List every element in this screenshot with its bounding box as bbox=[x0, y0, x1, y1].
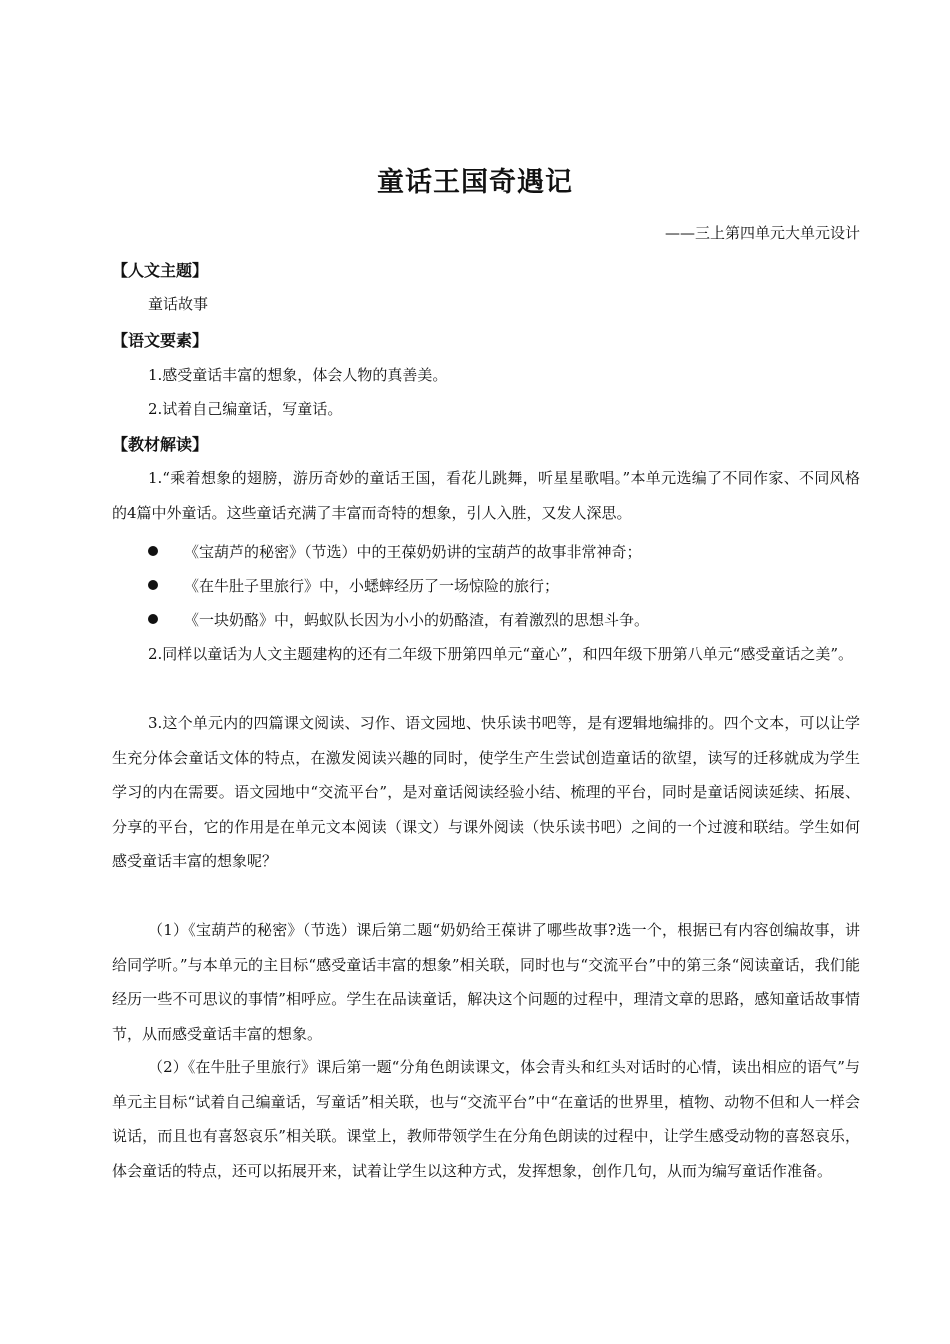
bullet-icon bbox=[148, 546, 158, 556]
document-title: 童话王国奇遇记 bbox=[377, 167, 573, 198]
bullet-icon bbox=[148, 614, 158, 624]
analysis-paragraph-2: 2.同样以童话为人文主题建构的还有二年级下册第四单元“童心”，和四年级下册第八单元“感受童话之美”。 bbox=[148, 645, 853, 663]
bullet-text: 《一块奶酪》中，蚂蚁队长因为小小的奶酪渣，有着激烈的思想斗争。 bbox=[184, 611, 650, 629]
heading-analysis: 【教材解读】 bbox=[112, 435, 209, 454]
analysis-paragraph-4: （1）《宝葫芦的秘密》（节选）课后第二题“奶奶给王葆讲了哪些故事?选一个，根据已有内容创编故事，讲给同学听。”与本单元的主目标“感受童话丰富的想象”相关联，同时也与“交流平台”中的第三条“阅读童话，我们能经历一些不可思议的事情”相呼应。学生在品读童话，解决这个问题的过程中，理清文章的思路，感知童话故事情节，从而感受童话丰富的想象。 bbox=[112, 921, 860, 1043]
bullet-item bbox=[148, 575, 559, 596]
analysis-paragraph-3: 3.这个单元内的四篇课文阅读、习作、语文园地、快乐读书吧等，是有逻辑地编排的。四个文本，可以让学生充分体会童话文体的特点，在激发阅读兴趣的同时，使学生产生尝试创造童话的欲望，读写的迁移就成为学生学习的内在需要。语文园地中“交流平台”，是对童话阅读经验小结、梳理的平台，同时是童话阅读延续、拓展、分享的平台，它的作用是在单元文本阅读（课文）与课外阅读（快乐读书吧）之间的一个过渡和联结。学生如何感受童话丰富的想象呢？ bbox=[112, 714, 860, 870]
element-item-1: 1.感受童话丰富的想象，体会人物的真善美。 bbox=[148, 366, 448, 384]
analysis-paragraph-1: 1.“乘着想象的翅膀，游历奇妙的童话王国，看花儿跳舞，听星星歌唱。”本单元选编了不同作家、不同风格的4篇中外童话。这些童话充满了丰富而奇特的想象，引人入胜，又发人深思。 bbox=[112, 469, 860, 522]
bullet-item bbox=[148, 541, 642, 562]
analysis-paragraph-5: （2）《在牛肚子里旅行》课后第一题“分角色朗读课文，体会青头和红头对话时的心情，读出相应的语气”与单元主目标“试着自己编童话，写童话”相关联，也与“交流平台”中“在童话的世界里，植物、动物不但和人一样会说话，而且也有喜怒哀乐”相关联。课堂上，教师带领学生在分角色朗读的过程中，让学生感受动物的喜怒哀乐，体会童话的特点，还可以拓展开来，试着让学生以这种方式，发挥想象，创作几句，从而为编写童话作准备。 bbox=[112, 1058, 860, 1180]
bullet-text: 《在牛肚子里旅行》中，小蟋蟀经历了一场惊险的旅行； bbox=[184, 577, 560, 595]
theme-content: 童话故事 bbox=[148, 295, 209, 313]
bullet-icon bbox=[148, 580, 158, 590]
bullet-item bbox=[148, 609, 649, 630]
heading-elements: 【语文要素】 bbox=[112, 331, 209, 350]
document-subtitle: ——三上第四单元大单元设计 bbox=[664, 224, 860, 242]
heading-theme: 【人文主题】 bbox=[112, 261, 209, 280]
element-item-2: 2.试着自己编童话，写童话。 bbox=[148, 400, 343, 418]
bullet-text: 《宝葫芦的秘密》（节选）中的王葆奶奶讲的宝葫芦的故事非常神奇； bbox=[184, 543, 642, 561]
